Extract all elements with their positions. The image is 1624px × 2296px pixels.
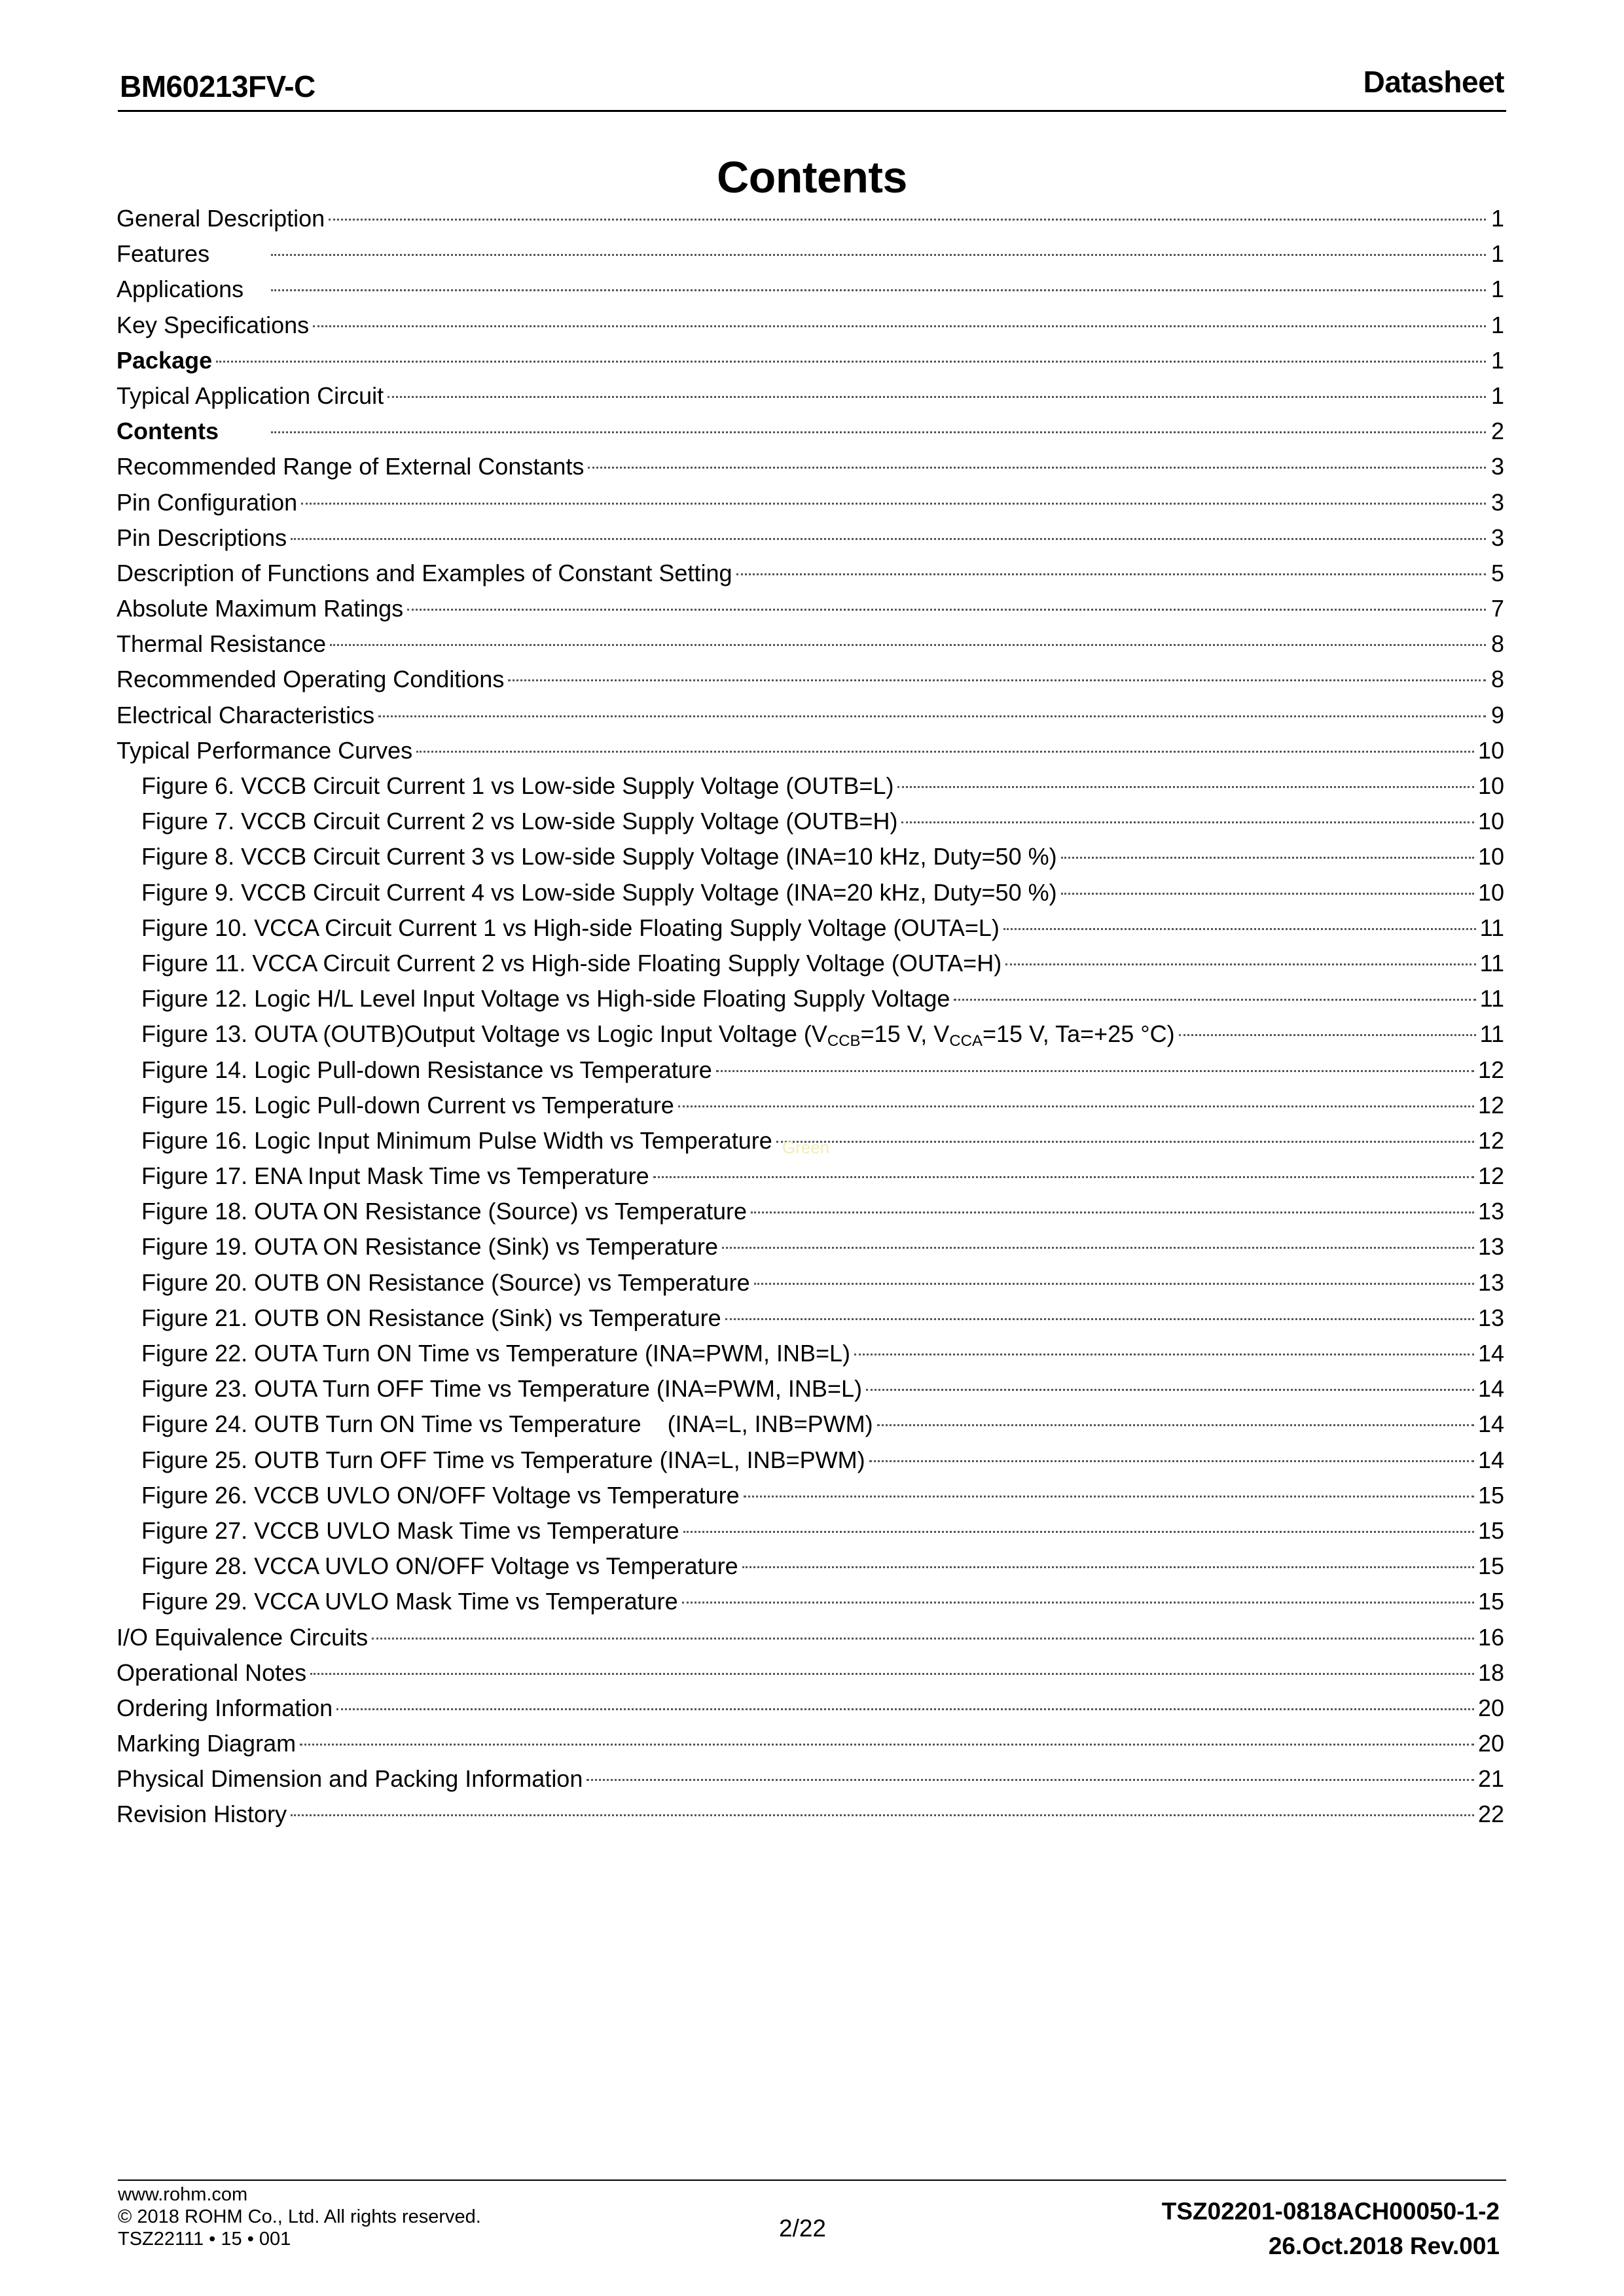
toc-entry-figure-23[interactable]: Figure 23. OUTA Turn OFF Time vs Temperature (INA=PWM, INB=L) 14 bbox=[141, 1375, 1504, 1403]
toc-entry-io-equivalence-circuits[interactable]: I/O Equivalence Circuits 16 bbox=[117, 1623, 1504, 1651]
toc-entry-figure-8[interactable]: Figure 8. VCCB Circuit Current 3 vs Low-side Supply Voltage (INA=10 kHz, Duty=50 %) 10 bbox=[141, 843, 1504, 870]
toc-entry-description-of-functions[interactable]: Description of Functions and Examples of Constant Setting 5 bbox=[117, 559, 1504, 586]
toc-entry-electrical-characteristics[interactable]: Electrical Characteristics 9 bbox=[117, 701, 1504, 728]
toc-entry-figure-16[interactable]: Figure 16. Logic Input Minimum Pulse Width vs Temperature 12 bbox=[141, 1126, 1504, 1154]
toc-entry-figure-22[interactable]: Figure 22. OUTA Turn ON Time vs Temperature (INA=PWM, INB=L) 14 bbox=[141, 1340, 1504, 1367]
toc-entry-figure-24[interactable]: Figure 24. OUTB Turn ON Time vs Temperature (INA=L, INB=PWM) 14 bbox=[141, 1410, 1504, 1438]
toc-entry-figure-9[interactable]: Figure 9. VCCB Circuit Current 4 vs Low-side Supply Voltage (INA=20 kHz, Duty=50 %) 10 bbox=[141, 878, 1504, 906]
toc-entry-figure-17[interactable]: Figure 17. ENA Input Mask Time vs Temperature 12 bbox=[141, 1162, 1504, 1190]
toc-entry-figure-7[interactable]: Figure 7. VCCB Circuit Current 2 vs Low-side Supply Voltage (OUTB=H) 10 bbox=[141, 808, 1504, 835]
toc-entry-marking-diagram[interactable]: Marking Diagram 20 bbox=[117, 1730, 1504, 1757]
document-id: BM60213FV-C bbox=[120, 69, 316, 103]
toc-entry-figure-29[interactable]: Figure 29. VCCA UVLO Mask Time vs Temperature 15 bbox=[141, 1588, 1504, 1615]
toc-entry-figure-11[interactable]: Figure 11. VCCA Circuit Current 2 vs High-side Floating Supply Voltage (OUTA=H) 11 bbox=[141, 949, 1504, 977]
page-title: Contents bbox=[717, 152, 907, 202]
toc-entry-typical-performance-curves[interactable]: Typical Performance Curves 10 bbox=[117, 736, 1504, 764]
footer-revision: 26.Oct.2018 Rev.001 bbox=[1268, 2233, 1500, 2259]
toc-entry-figure-15[interactable]: Figure 15. Logic Pull-down Current vs Temperature 12 bbox=[141, 1091, 1504, 1119]
toc-entry-applications[interactable]: Applications 1 bbox=[117, 276, 1504, 303]
toc-entry-revision-history[interactable]: Revision History 22 bbox=[117, 1801, 1504, 1828]
toc-entry-contents[interactable]: Contents 2 bbox=[117, 418, 1504, 445]
footer-form-code: TSZ22111 • 15 • 001 bbox=[118, 2229, 291, 2250]
toc-entry-recommended-operating-conditions[interactable]: Recommended Operating Conditions 8 bbox=[117, 666, 1504, 693]
footer-divider bbox=[118, 2179, 1506, 2181]
green-watermark: Green bbox=[782, 1138, 830, 1157]
toc-entry-figure-10[interactable]: Figure 10. VCCA Circuit Current 1 vs High-side Floating Supply Voltage (OUTA=L) 11 bbox=[141, 914, 1504, 941]
toc-entry-figure-25[interactable]: Figure 25. OUTB Turn OFF Time vs Temperature (INA=L, INB=PWM) 14 bbox=[141, 1446, 1504, 1473]
toc-entry-recommended-range[interactable]: Recommended Range of External Constants 3 bbox=[117, 453, 1504, 480]
toc-entry-operational-notes[interactable]: Operational Notes 18 bbox=[117, 1659, 1504, 1686]
footer-website-link[interactable]: www.rohm.com bbox=[118, 2184, 248, 2205]
toc-entry-package[interactable]: Package 1 bbox=[117, 346, 1504, 374]
toc-entry-figure-18[interactable]: Figure 18. OUTA ON Resistance (Source) vs Temperature 13 bbox=[141, 1198, 1504, 1225]
toc-entry-figure-28[interactable]: Figure 28. VCCA UVLO ON/OFF Voltage vs Temperature 15 bbox=[141, 1552, 1504, 1580]
toc-entry-thermal-resistance[interactable]: Thermal Resistance 8 bbox=[117, 630, 1504, 658]
footer-copyright: © 2018 ROHM Co., Ltd. All rights reserved. bbox=[118, 2206, 481, 2227]
toc-entry-figure-14[interactable]: Figure 14. Logic Pull-down Resistance vs Temperature 12 bbox=[141, 1056, 1504, 1083]
toc-entry-figure-20[interactable]: Figure 20. OUTB ON Resistance (Source) vs Temperature 13 bbox=[141, 1268, 1504, 1296]
toc-entry-physical-dimension[interactable]: Physical Dimension and Packing Information 21 bbox=[117, 1765, 1504, 1793]
toc-entry-ordering-information[interactable]: Ordering Information 20 bbox=[117, 1694, 1504, 1721]
page-number: 2/22 bbox=[779, 2215, 827, 2242]
toc-entry-figure-26[interactable]: Figure 26. VCCB UVLO ON/OFF Voltage vs Temperature 15 bbox=[141, 1481, 1504, 1509]
toc-entry-pin-descriptions[interactable]: Pin Descriptions 3 bbox=[117, 524, 1504, 551]
toc-entry-key-specifications[interactable]: Key Specifications 1 bbox=[117, 311, 1504, 338]
toc-entry-absolute-maximum-ratings[interactable]: Absolute Maximum Ratings 7 bbox=[117, 595, 1504, 622]
footer-left bbox=[118, 2183, 481, 2250]
document-type: Datasheet bbox=[1363, 65, 1504, 99]
toc-entry-pin-configuration[interactable]: Pin Configuration 3 bbox=[117, 488, 1504, 516]
toc-entry-features[interactable]: Features 1 bbox=[117, 240, 1504, 268]
toc-entry-general-description[interactable]: General Description 1 bbox=[117, 205, 1504, 232]
footer-right bbox=[1162, 2194, 1500, 2263]
table-of-contents bbox=[117, 201, 1504, 1833]
toc-entry-figure-13[interactable]: Figure 13. OUTA (OUTB)Output Voltage vs Logic Input Voltage (VCCB=15 V, VCCA=15 V, Ta=+25 °C) 11 bbox=[141, 1020, 1504, 1050]
toc-entry-figure-6[interactable]: Figure 6. VCCB Circuit Current 1 vs Low-side Supply Voltage (OUTB=L) 10 bbox=[141, 772, 1504, 799]
toc-entry-typical-application-circuit[interactable]: Typical Application Circuit 1 bbox=[117, 382, 1504, 409]
toc-entry-figure-12[interactable]: Figure 12. Logic H/L Level Input Voltage vs High-side Floating Supply Voltage 11 bbox=[141, 985, 1504, 1013]
toc-entry-figure-19[interactable]: Figure 19. OUTA ON Resistance (Sink) vs Temperature 13 bbox=[141, 1233, 1504, 1261]
toc-entry-figure-21[interactable]: Figure 21. OUTB ON Resistance (Sink) vs Temperature 13 bbox=[141, 1304, 1504, 1331]
toc-entry-figure-27[interactable]: Figure 27. VCCB UVLO Mask Time vs Temperature 15 bbox=[141, 1516, 1504, 1544]
header-divider bbox=[118, 110, 1506, 112]
footer-document-number: TSZ02201-0818ACH00050-1-2 bbox=[1161, 2198, 1500, 2225]
